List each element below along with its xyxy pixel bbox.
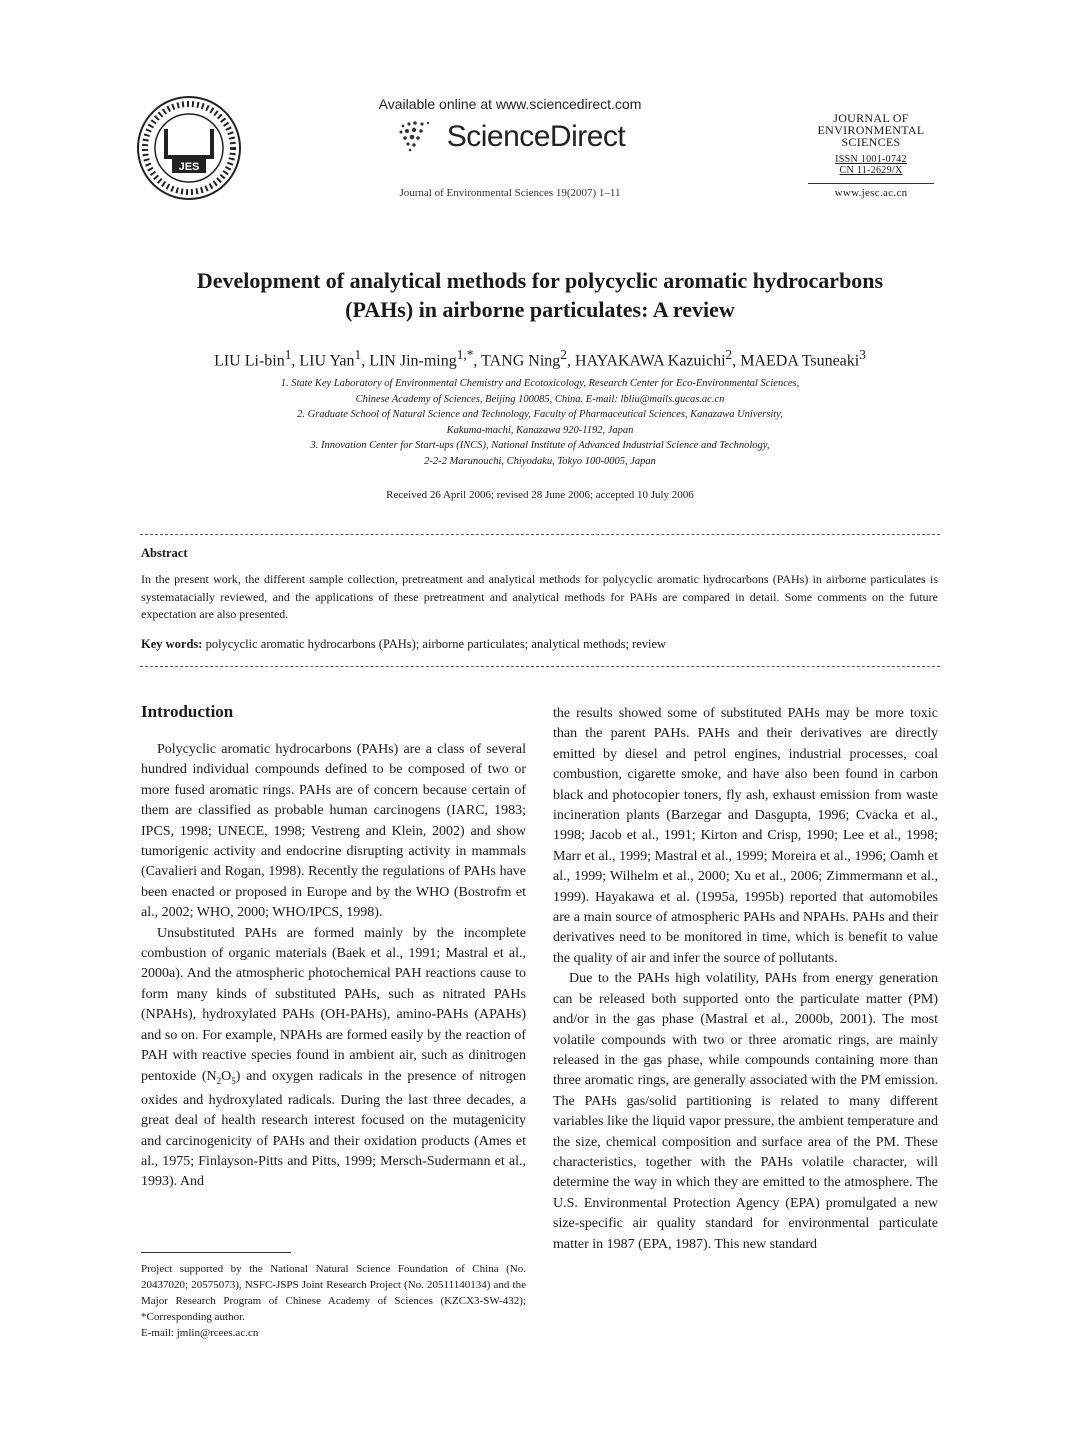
sciencedirect-wordmark: ScienceDirect (446, 120, 626, 153)
publisher-header (340, 96, 680, 154)
affiliation-line: 2. Graduate School of Natural Science and Technology, Faculty of Pharmaceutical Sciences, Kanazawa University, (297, 409, 783, 421)
journal-website[interactable]: www.jesc.ac.cn (808, 183, 934, 199)
keywords-text: polycyclic aromatic hydrocarbons (PAHs); airborne particulates; analytical methods; review (205, 637, 667, 651)
divider (140, 666, 940, 667)
abstract-text: In the present work, the different sample collection, pretreatment and analytical methods for polycyclic aromatic hydrocarbons (PAHs) in airborne particulates is systematacially reviewed, and the applications of these pretreatment and analytical methods for PAHs are compared in detail. Some comments on the future expectation are also presented. (141, 572, 938, 621)
divider (140, 534, 940, 535)
funding-note: Project supported by the National Natural Science Foundation of China (No. 20437020; 20575073), NSFC-JSPS Joint Research Project (No. 20511140134) and the Major Research Program of Chinese Academy of Sciences (KZCX3-SW-432); *Corresponding author. (141, 1263, 526, 1323)
author: TANG Ning (481, 352, 561, 370)
affiliation-line: Kakuma-machi, Kanazawa 920-1192, Japan (446, 424, 634, 436)
corresponding-email: E-mail: jmlin@rcees.ac.cn (141, 1327, 259, 1339)
issn: ISSN 1001-0742 (835, 154, 907, 165)
affiliation-line: 2-2-2 Marunouchi, Chiyodaku, Tokyo 100-0005, Japan (424, 455, 656, 467)
journal-name-line: ENVIRONMENTAL (817, 123, 925, 137)
journal-name-line: JOURNAL OF (833, 111, 909, 125)
author-affil-mark: 1 (354, 347, 362, 362)
journal-name-line: SCIENCES (841, 135, 901, 149)
svg-text:JES: JES (178, 161, 200, 173)
author: LIU Yan (299, 352, 355, 370)
journal-box (808, 112, 934, 199)
paragraph: Unsubstituted PAHs are formed mainly by the incomplete combustion of organic materials (Baek et al., 1991; Mastral et al., 2000a). And the atmospheric photochemical PAH reactions cause to form many kinds of substituted PAHs, such as nitrated PAHs (NPAHs), hydroxylated PAHs (OH-PAHs), amino-PAHs (APAHs) and so on. For example, NPAHs are formed easily by the reaction of PAH with reactive species found in ambient air, such as dinitrogen pentoxide $(N_2O_5)$ and oxygen radicals in the presence of nitrogen oxides and hydroxylated radicals. During the last three decades, a great deal of health research interest focused on the mutagenicity and carcinogenicity of PAHs and their oxidation products (Ames et al., 1975; Finlayson-Pitts and Pitts, 1999; Mersch-Sudermann et al., 1993). And (141, 925, 526, 1190)
title-line: Development of analytical methods for polycyclic aromatic hydrocarbons (196, 268, 884, 293)
body-column-right (553, 704, 938, 1255)
section-heading-introduction: Introduction (141, 702, 234, 721)
journal-citation: Journal of Environmental Sciences 19(2007) 1–11 (399, 187, 621, 199)
sciencedirect-dots-icon (395, 120, 439, 154)
affiliation-line: 1. State Key Laboratory of Environmental Chemistry and Ecotoxicology, Research Center for Eco-Environmental Sciences, (280, 378, 800, 389)
body-column-left (141, 740, 526, 1193)
keywords-label: Key words: (141, 637, 203, 651)
title-line: (PAHs) in airborne particulates: A review (345, 297, 735, 322)
author-affil-mark: 3 (859, 347, 866, 362)
available-online-text: Available online at www.sciencedirect.com (378, 96, 642, 112)
author-affil-mark: 2 (560, 347, 567, 362)
received-dates: Received 26 April 2006; revised 28 June 2006; accepted 10 July 2006 (386, 489, 694, 501)
affiliations (140, 376, 940, 470)
journal-logo (136, 95, 242, 201)
journal-seal-icon (136, 95, 242, 201)
author-list: LIU Li-bin$^1$, LIU Yan$^1$, LIN Jin-ming$^{1,*}$, TANG Ning$^2$, HAYAKAWA Kazuichi$^2$, MAEDA Tsuneaki$^3$ (214, 347, 866, 370)
author: MAEDA Tsuneaki (740, 352, 860, 370)
cn-number: CN 11-2629/X (839, 165, 903, 176)
paragraph: the results showed some of substituted PAHs may be more toxic than the parent PAHs. PAHs and their derivatives are directly emitted by diesel and petrol engines, industrial processes, coal combustion, cigarette smoke, and have also been found in carbon black and photocopier toners, fly ash, exhaust emission from waste incineration plants (Barzegar and Dasgupta, 1996; Cvacka et al., 1998; Jacob et al., 1991; Kirton and Crisp, 1990; Lee et al., 1998; Marr et al., 1999; Mastral et al., 1999; Moreira et al., 1996; Oamh et al., 1999; Wilhelm et al., 2000; Xu et al., 2006; Zimmermann et al., 1999). Hayakawa et al. (1995a, 1995b) reported that automobiles are a main source of atmospheric PAHs and NPAHs. PAHs and their derivatives need to be monitored in time, which is benefit to value the quality of air and infer the source of pollutants. (553, 706, 938, 966)
author: LIN Jin-ming (369, 352, 457, 370)
author-affil-mark: 1 (284, 347, 292, 362)
article-title (140, 266, 940, 324)
footnote-rule (141, 1252, 291, 1253)
affiliation-line: Chinese Academy of Sciences, Beijing 100085, China. E-mail: lbliu@mails.gucas.ac.cn (355, 393, 725, 405)
keywords (141, 637, 938, 652)
abstract-heading: Abstract (141, 546, 188, 560)
author-affil-mark: 1,* (456, 347, 474, 362)
footnote (141, 1261, 526, 1341)
paragraph: Due to the PAHs high volatility, PAHs from energy generation can be released both supported onto the particulate matter (PM) and/or in the gas phase (Mastral et al., 2000b, 2001). The most volatile compounds with two or three aromatic rings, are mainly released in the gas phase, while compounds containing more than three aromatic rings, are generally associated with the PM emission. The PAHs gas/solid partitioning is related to many different variables like the liquid vapor pressure, the ambient temperature and the size, chemical composition and surface area of the PM. These characteristics, together with the PAHs volatile character, will determine the way in which they are emitted to the atmosphere. The U.S. Environmental Protection Agency (EPA) promulgated a new size-specific air quality standard for environmental particulate matter in 1987 (EPA, 1987). This new standard (553, 971, 938, 1252)
author-affil-mark: 2 (725, 347, 733, 362)
paragraph: Polycyclic aromatic hydrocarbons (PAHs) are a class of several hundred individual compounds defined to be composed of two or more fused aromatic rings. PAHs are of concern because certain of them are classified as probable human carcinogens (IARC, 1983; IPCS, 1998; UNECE, 1998; Vestreng and Klein, 2002) and show tumorigenic activity and endocrine disrupting activity in mammals (Cavalieri and Rogan, 1998). Recently the regulations of PAHs have been enacted or proposed in Europe and by the WHO (Bostrofm et al., 2002; WHO, 2000; WHO/IPCS, 1998). (141, 742, 526, 921)
author: HAYAKAWA Kazuichi (574, 352, 726, 370)
author: LIU Li-bin (214, 352, 285, 370)
affiliation-line: 3. Innovation Center for Start-ups (INCS), National Institute of Advanced Industrial Science and Technology, (310, 440, 770, 452)
